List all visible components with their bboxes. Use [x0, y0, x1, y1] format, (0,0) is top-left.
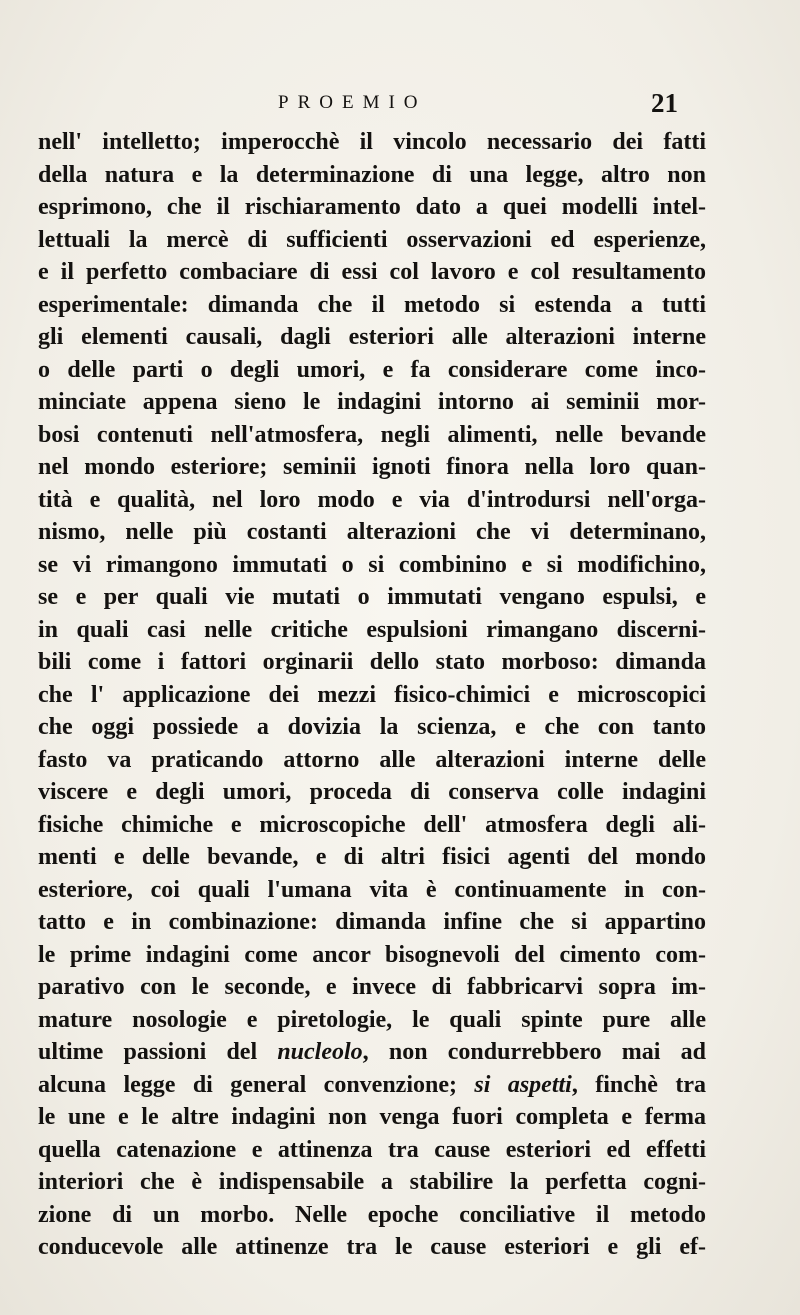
text-line: zione di un morbo. Nelle epoche conciliative il metodo [38, 1201, 706, 1228]
page-header [0, 88, 800, 124]
text-line: tatto e in combinazione: dimanda infine che si appartino [38, 909, 706, 935]
text-line: esperimentale: dimanda che il metodo si estenda a tutti [38, 291, 706, 318]
text-line: nel mondo esteriore; seminii ignoti finora nella loro quan- [38, 454, 706, 480]
body-text [38, 126, 706, 1264]
text-line: parativo con le seconde, e invece di fabbricarvi sopra im- [38, 974, 706, 1000]
text-line: fasto va praticando attorno alle alterazioni interne delle [38, 746, 706, 773]
text-line: conducevole alle attinenze tra le cause esteriori e gli ef- [38, 1234, 706, 1260]
text-line: se vi rimangono immutati o si combinino e si modifichino, [38, 551, 706, 578]
text-line: nismo, nelle più costanti alterazioni che vi determinano, [38, 519, 706, 545]
italic-term: si aspetti [474, 1071, 572, 1098]
page-number: 21 [651, 88, 678, 118]
text-line: interiori che è indispensabile a stabilire la perfetta cogni- [38, 1169, 706, 1195]
text-line: mature nosologie e piretologie, le quali spinte pure alle [38, 1006, 706, 1033]
text-line: nell' intelletto; imperocchè il vincolo necessario dei fatti [38, 129, 706, 155]
text-line: bili come i fattori orginarii dello stato morboso: dimanda [38, 649, 706, 675]
text-line: alcuna legge di general convenzione; si aspetti, finchè tra [38, 1071, 706, 1098]
text-line: che oggi possiede a dovizia la scienza, e che con tanto [38, 714, 706, 740]
text-line: esprimono, che il rischiaramento dato a quei modelli intel- [38, 194, 706, 220]
running-head: PROEMIO [278, 92, 427, 113]
text-line: in quali casi nelle critiche espulsioni rimangano discerni- [38, 616, 706, 643]
text-line: che l' applicazione dei mezzi fisico-chimici e microscopici [38, 681, 706, 708]
text-line: esteriore, coi quali l'umana vita è continuamente in con- [38, 876, 706, 903]
text-line: tità e qualità, nel loro modo e via d'introdursi nell'orga- [38, 486, 706, 513]
text-line: menti e delle bevande, e di altri fisici agenti del mondo [38, 844, 706, 870]
text-line: gli elementi causali, dagli esteriori alle alterazioni interne [38, 324, 706, 350]
text-line: ultime passioni del nucleolo, non condurrebbero mai ad [38, 1039, 706, 1065]
text-line: le une e le altre indagini non venga fuori completa e ferma [38, 1104, 706, 1130]
text-line: quella catenazione e attinenza tra cause esteriori ed effetti [38, 1136, 706, 1163]
italic-term: nucleolo [277, 1039, 363, 1065]
text-line: e il perfetto combaciare di essi col lavoro e col resultamento [38, 259, 706, 285]
text-line: se e per quali vie mutati o immutati vengano espulsi, e [38, 584, 706, 610]
text-line: o delle parti o degli umori, e fa considerare come inco- [38, 356, 706, 383]
text-line: bosi contenuti nell'atmosfera, negli alimenti, nelle bevande [38, 421, 706, 448]
text-line: minciate appena sieno le indagini intorno ai seminii mor- [38, 389, 706, 415]
text-line: le prime indagini come ancor bisognevoli del cimento com- [38, 941, 706, 968]
text-line: della natura e la determinazione di una legge, altro non [38, 161, 706, 188]
text-line: lettuali la mercè di sufficienti osservazioni ed esperienze, [38, 226, 706, 253]
text-line: fisiche chimiche e microscopiche dell' atmosfera degli ali- [38, 811, 706, 838]
text-line: viscere e degli umori, proceda di conserva colle indagini [38, 779, 706, 805]
